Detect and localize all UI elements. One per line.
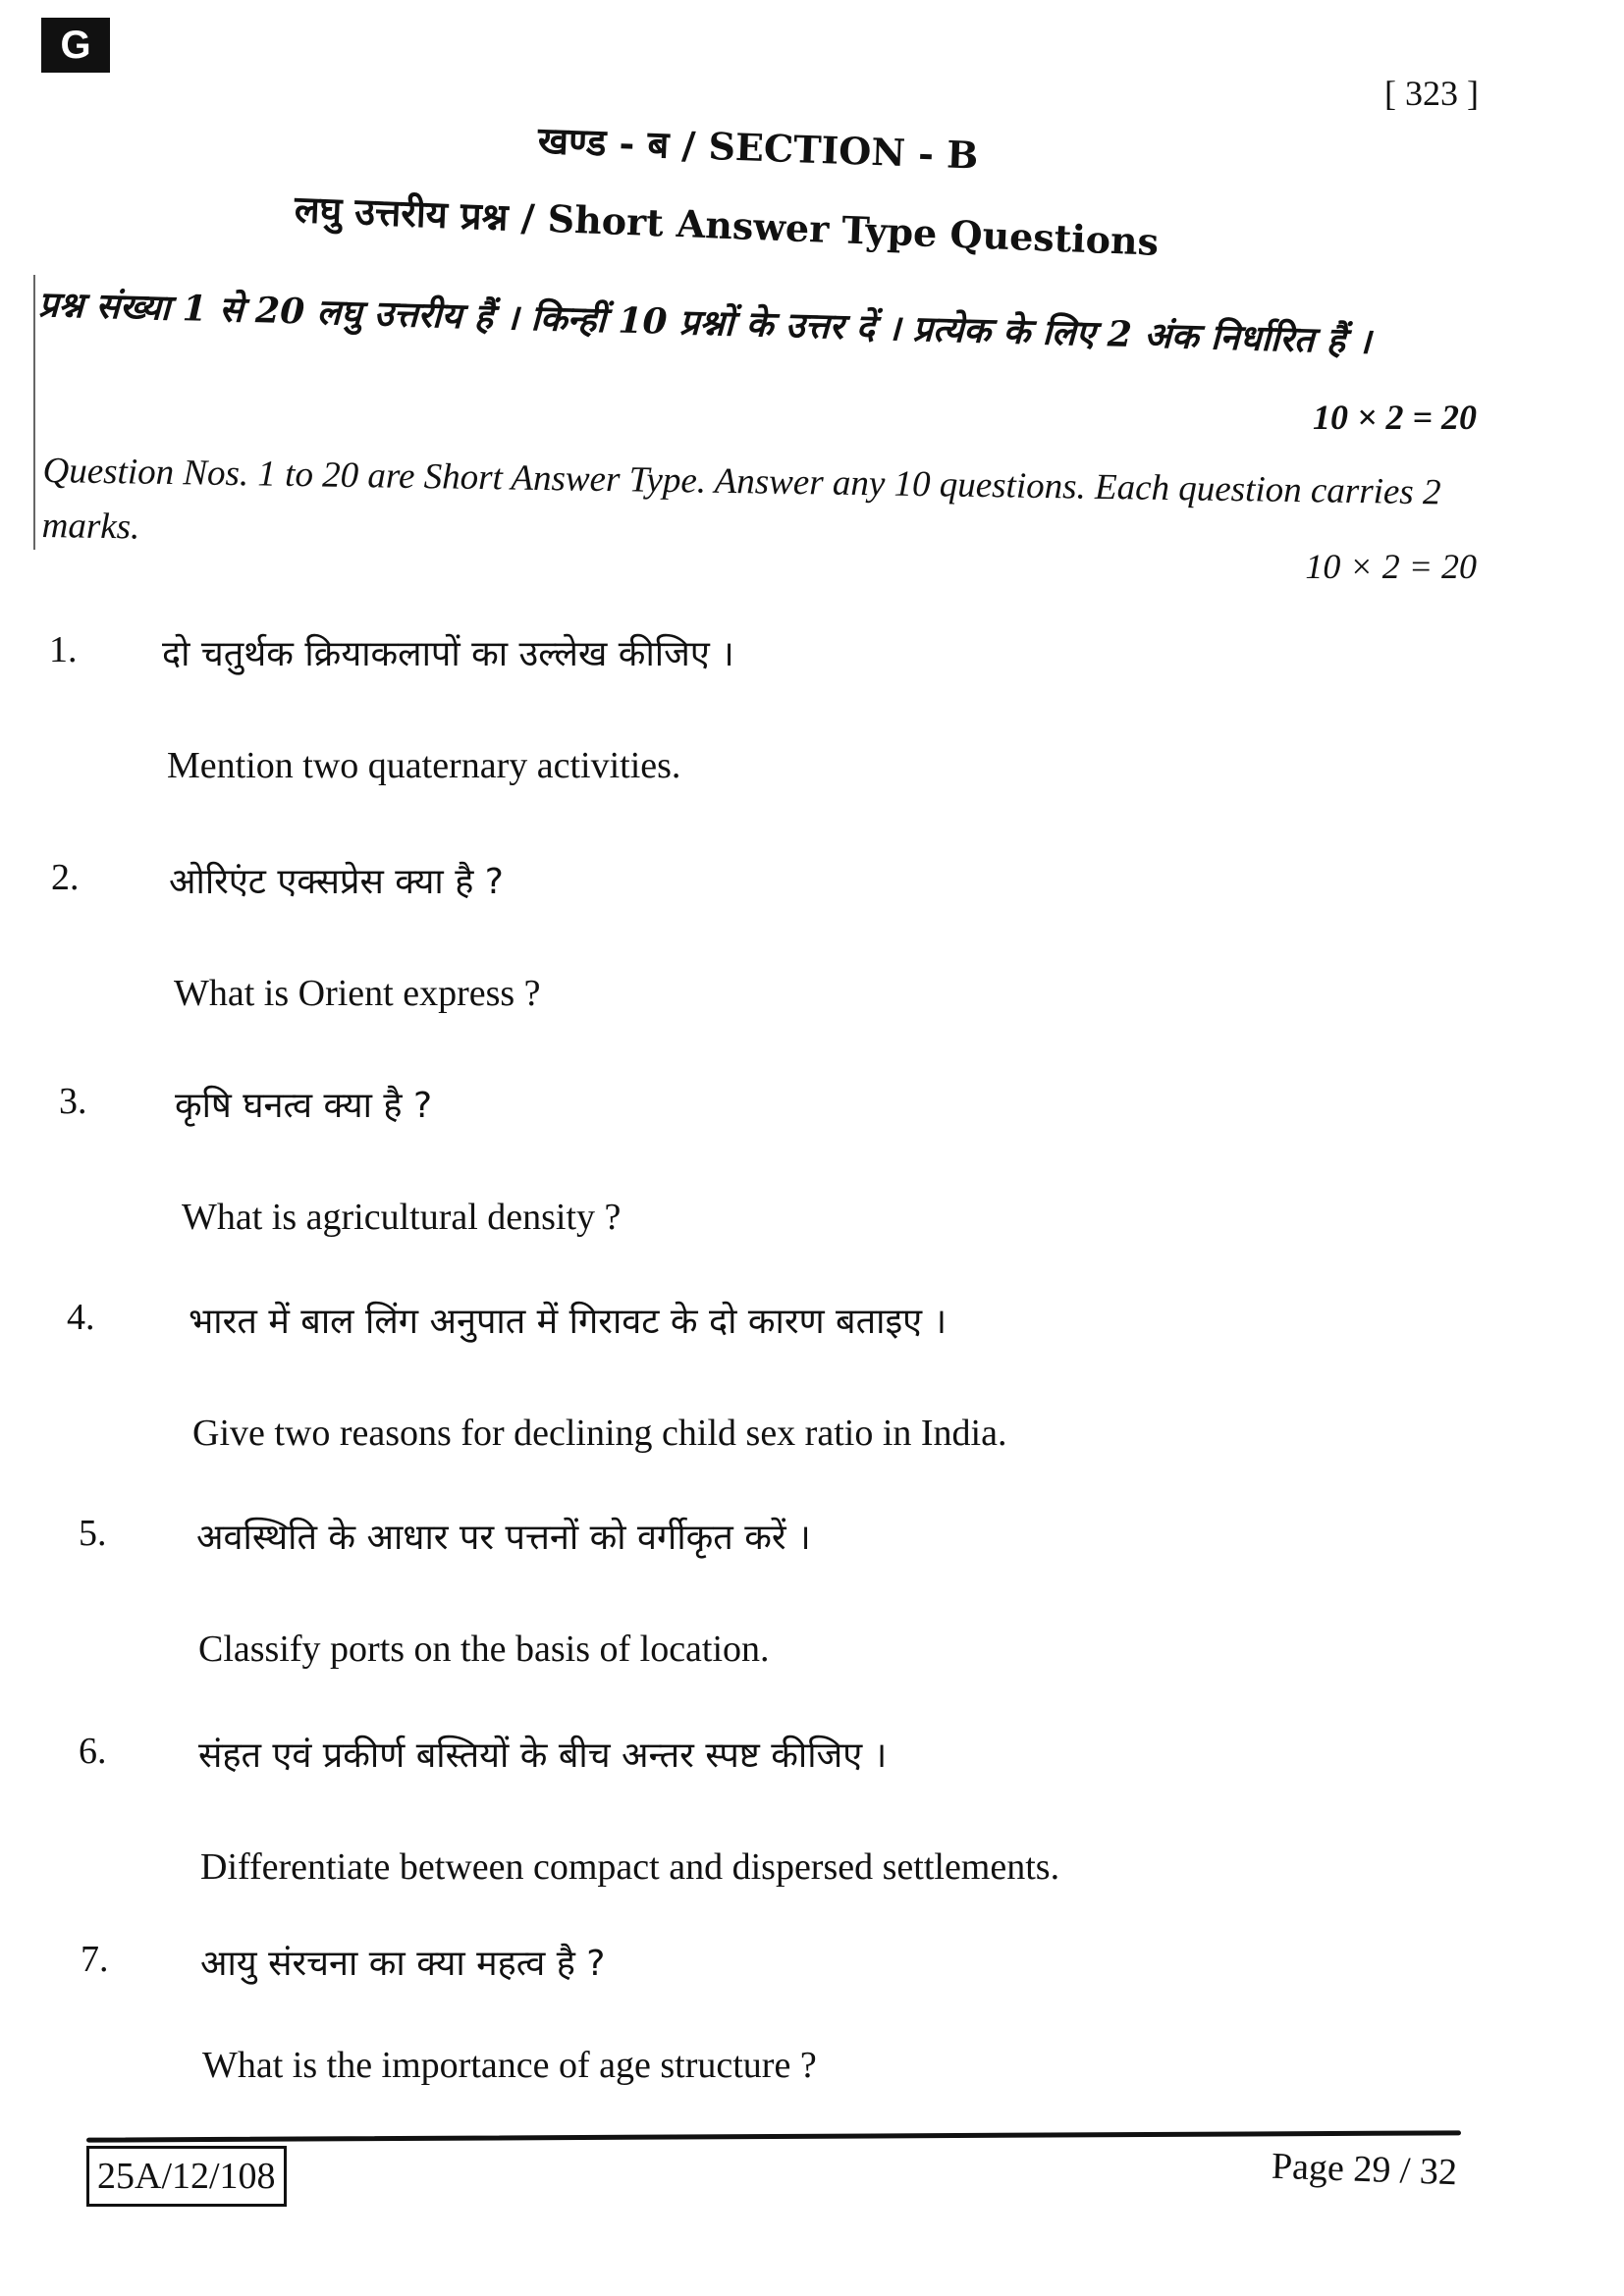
- page-number: Page 29 / 32: [1271, 2145, 1458, 2194]
- question-hindi: ओरिएंट एक्सप्रेस क्या है ?: [169, 862, 504, 902]
- question-number: 3.: [59, 1081, 87, 1122]
- question-number: 5.: [79, 1513, 107, 1554]
- question-number: 7.: [81, 1939, 109, 1980]
- booklet-code: 25A/12/108: [86, 2146, 287, 2207]
- question-number: 1.: [49, 629, 78, 670]
- footer-divider: [86, 2130, 1461, 2142]
- question-english: What is agricultural density ?: [182, 1197, 622, 1238]
- paper-code: [ 323 ]: [1384, 74, 1479, 113]
- question-hindi: दो चतुर्थक क्रियाकलापों का उल्लेख कीजिए ।: [162, 634, 734, 674]
- question-hindi: आयु संरचना का क्या महत्व है ?: [200, 1944, 606, 1984]
- question-hindi: कृषि घनत्व क्या है ?: [175, 1086, 433, 1126]
- question-number: 4.: [67, 1297, 95, 1338]
- instructions-english: Question Nos. 1 to 20 are Short Answer Type. Answer any 10 questions. Each question carries 2 marks.: [41, 450, 1441, 548]
- question-number: 6.: [79, 1731, 107, 1772]
- question-hindi: अवस्थिति के आधार पर पत्तनों को वर्गीकृत करें ।: [196, 1518, 811, 1558]
- section-subtitle: लघु उत्तरीय प्रश्न / Short Answer Type Questions: [294, 187, 1160, 264]
- corner-marker: G: [41, 18, 110, 73]
- section-title: खण्ड - ब / SECTION - B: [537, 118, 980, 178]
- instructions-hindi: प्रश्न संख्या 1 से 20 लघु उत्तरीय हैं । किन्हीं 10 प्रश्नों के उत्तर दें । प्रत्येक के लिए 2 अंक निर्धारित हैं ।: [37, 283, 1372, 362]
- question-english: What is Orient express ?: [174, 973, 541, 1014]
- marks-english: 10 × 2 = 20: [1305, 547, 1477, 586]
- question-english: Give two reasons for declining child sex ratio in India.: [192, 1413, 1007, 1454]
- marks-hindi: 10 × 2 = 20: [1312, 398, 1477, 437]
- question-english: Differentiate between compact and dispersed settlements.: [200, 1846, 1060, 1888]
- question-hindi: भारत में बाल लिंग अनुपात में गिरावट के दो कारण बताइए ।: [189, 1302, 947, 1342]
- question-hindi: संहत एवं प्रकीर्ण बस्तियों के बीच अन्तर स्पष्ट कीजिए ।: [198, 1735, 888, 1776]
- question-english: Classify ports on the basis of location.: [198, 1629, 770, 1670]
- question-english: What is the importance of age structure ?: [202, 2045, 817, 2086]
- question-english: Mention two quaternary activities.: [167, 745, 681, 786]
- margin-rule: [33, 275, 35, 550]
- question-number: 2.: [51, 857, 80, 898]
